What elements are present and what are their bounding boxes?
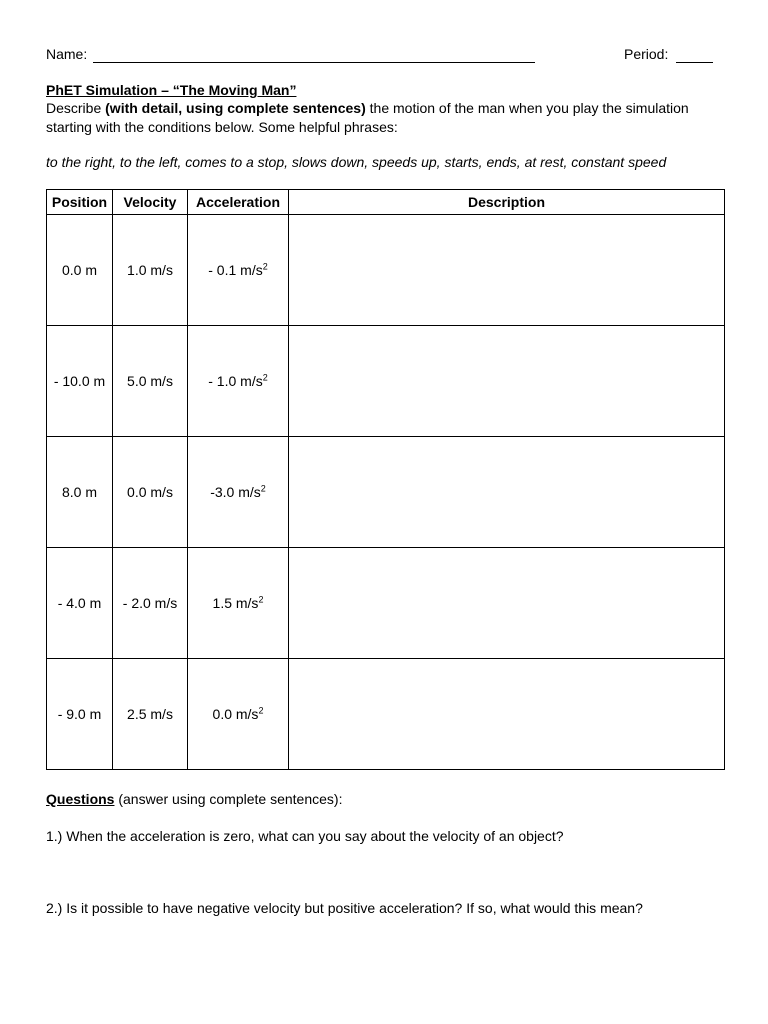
acceleration-exponent: 2 — [258, 705, 264, 716]
questions-heading — [46, 791, 342, 807]
velocity-cell: - 2.0 m/s — [113, 548, 188, 659]
period-field[interactable] — [676, 62, 713, 63]
name-label: Name: — [46, 46, 88, 62]
acceleration-cell — [188, 437, 289, 548]
instructions — [46, 99, 726, 137]
questions-heading-label: Questions — [46, 791, 115, 807]
acceleration-exponent: 2 — [262, 372, 268, 383]
name-field[interactable] — [93, 62, 535, 63]
acceleration-value: - 0.1 m/s — [208, 262, 263, 278]
position-cell: - 9.0 m — [47, 659, 113, 770]
table-header-row — [47, 190, 725, 215]
question-1: 1.) When the acceleration is zero, what can you say about the velocity of an object? — [46, 828, 564, 844]
questions-heading-note: (answer using complete sentences): — [114, 791, 343, 807]
position-cell: - 4.0 m — [47, 548, 113, 659]
description-cell[interactable] — [289, 659, 725, 770]
description-cell[interactable] — [289, 326, 725, 437]
acceleration-cell — [188, 215, 289, 326]
velocity-cell: 2.5 m/s — [113, 659, 188, 770]
header-acceleration: Acceleration — [188, 190, 289, 215]
position-cell: 0.0 m — [47, 215, 113, 326]
acceleration-exponent: 2 — [262, 261, 268, 272]
acceleration-cell — [188, 326, 289, 437]
velocity-cell: 0.0 m/s — [113, 437, 188, 548]
acceleration-cell — [188, 548, 289, 659]
table-row — [47, 659, 725, 770]
header-position: Position — [47, 190, 113, 215]
position-cell: - 10.0 m — [47, 326, 113, 437]
acceleration-value: 0.0 m/s — [212, 706, 259, 722]
acceleration-value: 1.5 m/s — [212, 595, 259, 611]
acceleration-value: -3.0 m/s — [210, 484, 261, 500]
table-row — [47, 215, 725, 326]
instructions-lead: Describe — [46, 100, 106, 116]
header-description: Description — [289, 190, 725, 215]
position-cell: 8.0 m — [47, 437, 113, 548]
question-2: 2.) Is it possible to have negative velocity but positive acceleration? If so, what would this mean? — [46, 900, 643, 916]
helpful-phrases: to the right, to the left, comes to a stop, slows down, speeds up, starts, ends, at rest, constant speed — [46, 154, 667, 170]
description-cell[interactable] — [289, 548, 725, 659]
acceleration-exponent: 2 — [260, 483, 266, 494]
table-row — [47, 326, 725, 437]
velocity-cell: 1.0 m/s — [113, 215, 188, 326]
description-cell[interactable] — [289, 215, 725, 326]
acceleration-value: - 1.0 m/s — [208, 373, 263, 389]
motion-table — [46, 189, 725, 770]
header-line — [46, 46, 714, 66]
acceleration-exponent: 2 — [258, 594, 264, 605]
instructions-bold: (with detail, using complete sentences) — [105, 100, 366, 116]
acceleration-cell — [188, 659, 289, 770]
table-row — [47, 437, 725, 548]
page-title: PhET Simulation – “The Moving Man” — [46, 82, 297, 98]
period-label: Period: — [624, 46, 669, 62]
description-cell[interactable] — [289, 437, 725, 548]
table-row — [47, 548, 725, 659]
header-velocity: Velocity — [113, 190, 188, 215]
instructions-rest: the motion of the man when you play the simulation starting with the conditions below. Some helpful phrases: — [46, 100, 689, 135]
velocity-cell: 5.0 m/s — [113, 326, 188, 437]
